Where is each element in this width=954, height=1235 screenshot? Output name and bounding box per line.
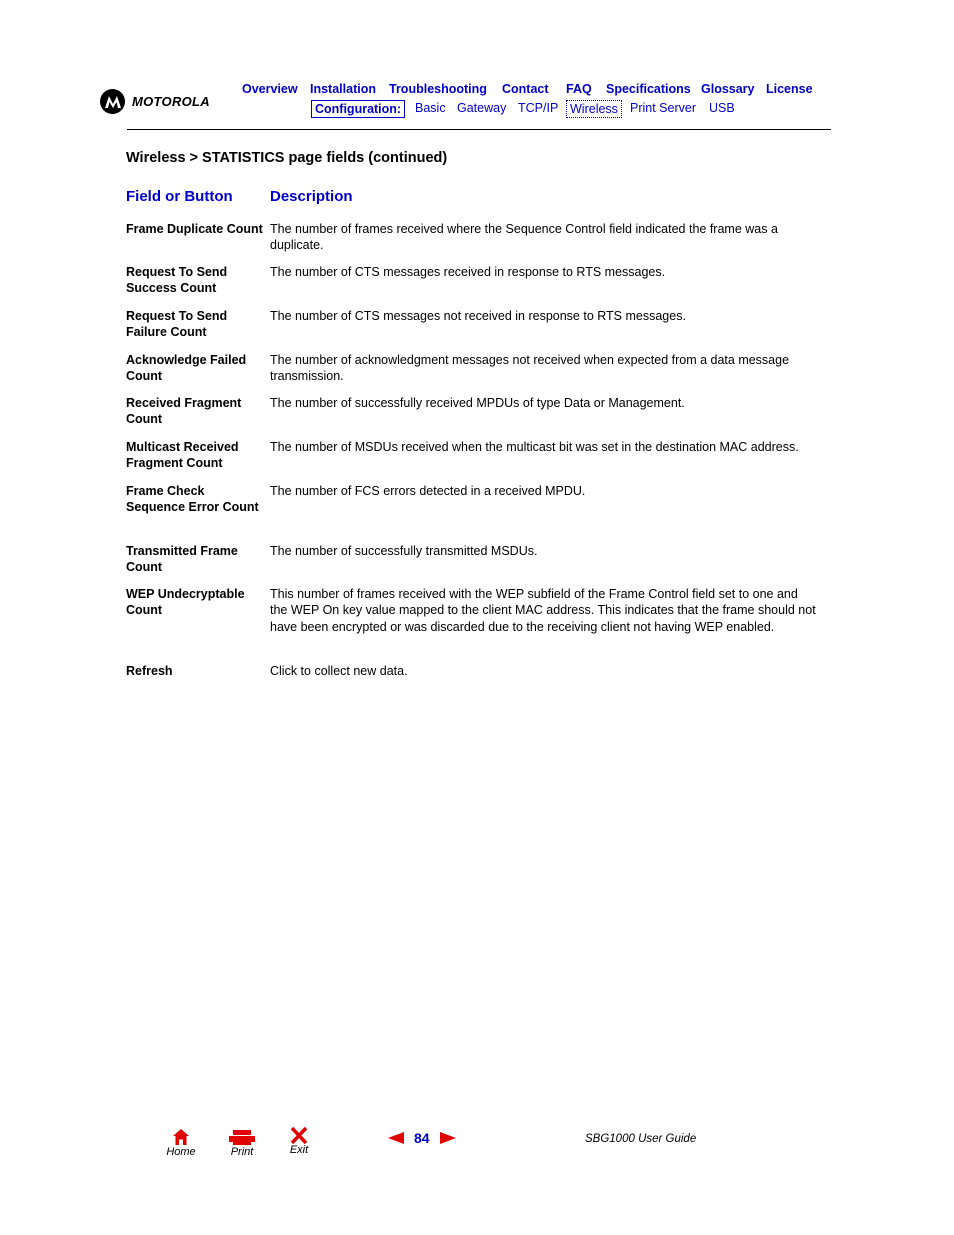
field-name: Acknowledge Failed Count bbox=[126, 353, 247, 384]
field-name: Transmitted Frame Count bbox=[126, 544, 238, 575]
field-name: Received Fragment Count bbox=[126, 396, 242, 427]
motorola-logo bbox=[100, 89, 210, 114]
field-description: The number of MSDUs received when the multicast bit was set in the destination MAC address. bbox=[270, 440, 799, 454]
nav-print-server-link[interactable]: Print Server bbox=[630, 101, 696, 115]
column-header-description: Description bbox=[270, 188, 353, 205]
field-description: The number of CTS messages not received in response to RTS messages. bbox=[270, 309, 686, 323]
field-description: The number of FCS errors detected in a received MPDU. bbox=[270, 484, 586, 498]
nav-configuration-link[interactable]: Configuration: bbox=[311, 100, 405, 118]
nav-troubleshooting-link[interactable]: Troubleshooting bbox=[389, 82, 487, 96]
page-navigator bbox=[388, 1130, 456, 1146]
field-name: Request To Send Success Count bbox=[126, 265, 228, 296]
field-name: WEP Undecryptable Count bbox=[126, 587, 245, 618]
exit-label: Exit bbox=[289, 1144, 309, 1156]
nav-specifications-link[interactable]: Specifications bbox=[606, 82, 691, 96]
field-description: The number of acknowledgment messages not received when expected from a data message transmission. bbox=[270, 353, 790, 384]
field-name: Multicast Received Fragment Count bbox=[126, 440, 239, 471]
print-label: Print bbox=[230, 1146, 254, 1158]
exit-button[interactable] bbox=[284, 1127, 314, 1156]
field-description: The number of CTS messages received in response to RTS messages. bbox=[270, 265, 666, 279]
previous-page-arrow-icon[interactable] bbox=[388, 1132, 404, 1144]
nav-tcpip-link[interactable]: TCP/IP bbox=[518, 101, 559, 115]
nav-basic-link[interactable]: Basic bbox=[415, 101, 446, 115]
field-name: Request To Send Failure Count bbox=[126, 309, 228, 340]
field-name: Frame Check Sequence Error Count bbox=[126, 484, 259, 515]
column-header-field: Field or Button bbox=[126, 188, 233, 205]
guide-title: SBG1000 User Guide bbox=[585, 1133, 697, 1145]
printer-icon bbox=[228, 1130, 256, 1146]
nav-installation-link[interactable]: Installation bbox=[310, 82, 376, 96]
page-number: 84 bbox=[414, 1130, 430, 1146]
home-icon bbox=[172, 1128, 190, 1146]
field-description: The number of successfully transmitted MSDUs. bbox=[270, 544, 538, 558]
print-button[interactable] bbox=[225, 1130, 259, 1158]
nav-overview-link[interactable]: Overview bbox=[242, 82, 298, 96]
section-title: Wireless > STATISTICS page fields (continued) bbox=[126, 150, 448, 166]
next-page-arrow-icon[interactable] bbox=[440, 1132, 456, 1144]
field-description: Click to collect new data. bbox=[270, 664, 408, 678]
home-button[interactable] bbox=[163, 1128, 199, 1158]
nav-usb-link[interactable]: USB bbox=[709, 101, 735, 115]
field-name: Refresh bbox=[126, 664, 173, 678]
home-label: Home bbox=[166, 1146, 196, 1158]
nav-contact-link[interactable]: Contact bbox=[502, 82, 549, 96]
field-name: Frame Duplicate Count bbox=[126, 222, 263, 236]
nav-faq-link[interactable]: FAQ bbox=[566, 82, 592, 96]
field-description: This number of frames received with the WEP subfield of the Frame Control field set to one and the WEP On key value mapped to the client MAC address. This indicates that the frame should not have been encrypted or was discarded due to the receiving client not having WEP enabled. bbox=[270, 587, 816, 634]
field-description: The number of frames received where the Sequence Control field indicated the frame was a duplicate. bbox=[270, 222, 778, 253]
brand-name: MOTOROLA bbox=[132, 94, 210, 109]
nav-gateway-link[interactable]: Gateway bbox=[457, 101, 507, 115]
nav-glossary-link[interactable]: Glossary bbox=[701, 82, 755, 96]
close-icon bbox=[290, 1127, 308, 1144]
field-description: The number of successfully received MPDUs of type Data or Management. bbox=[270, 396, 685, 410]
motorola-batwing-icon bbox=[100, 89, 125, 114]
nav-wireless-link[interactable]: Wireless bbox=[566, 100, 622, 118]
header-divider bbox=[127, 129, 831, 130]
nav-license-link[interactable]: License bbox=[766, 82, 813, 96]
